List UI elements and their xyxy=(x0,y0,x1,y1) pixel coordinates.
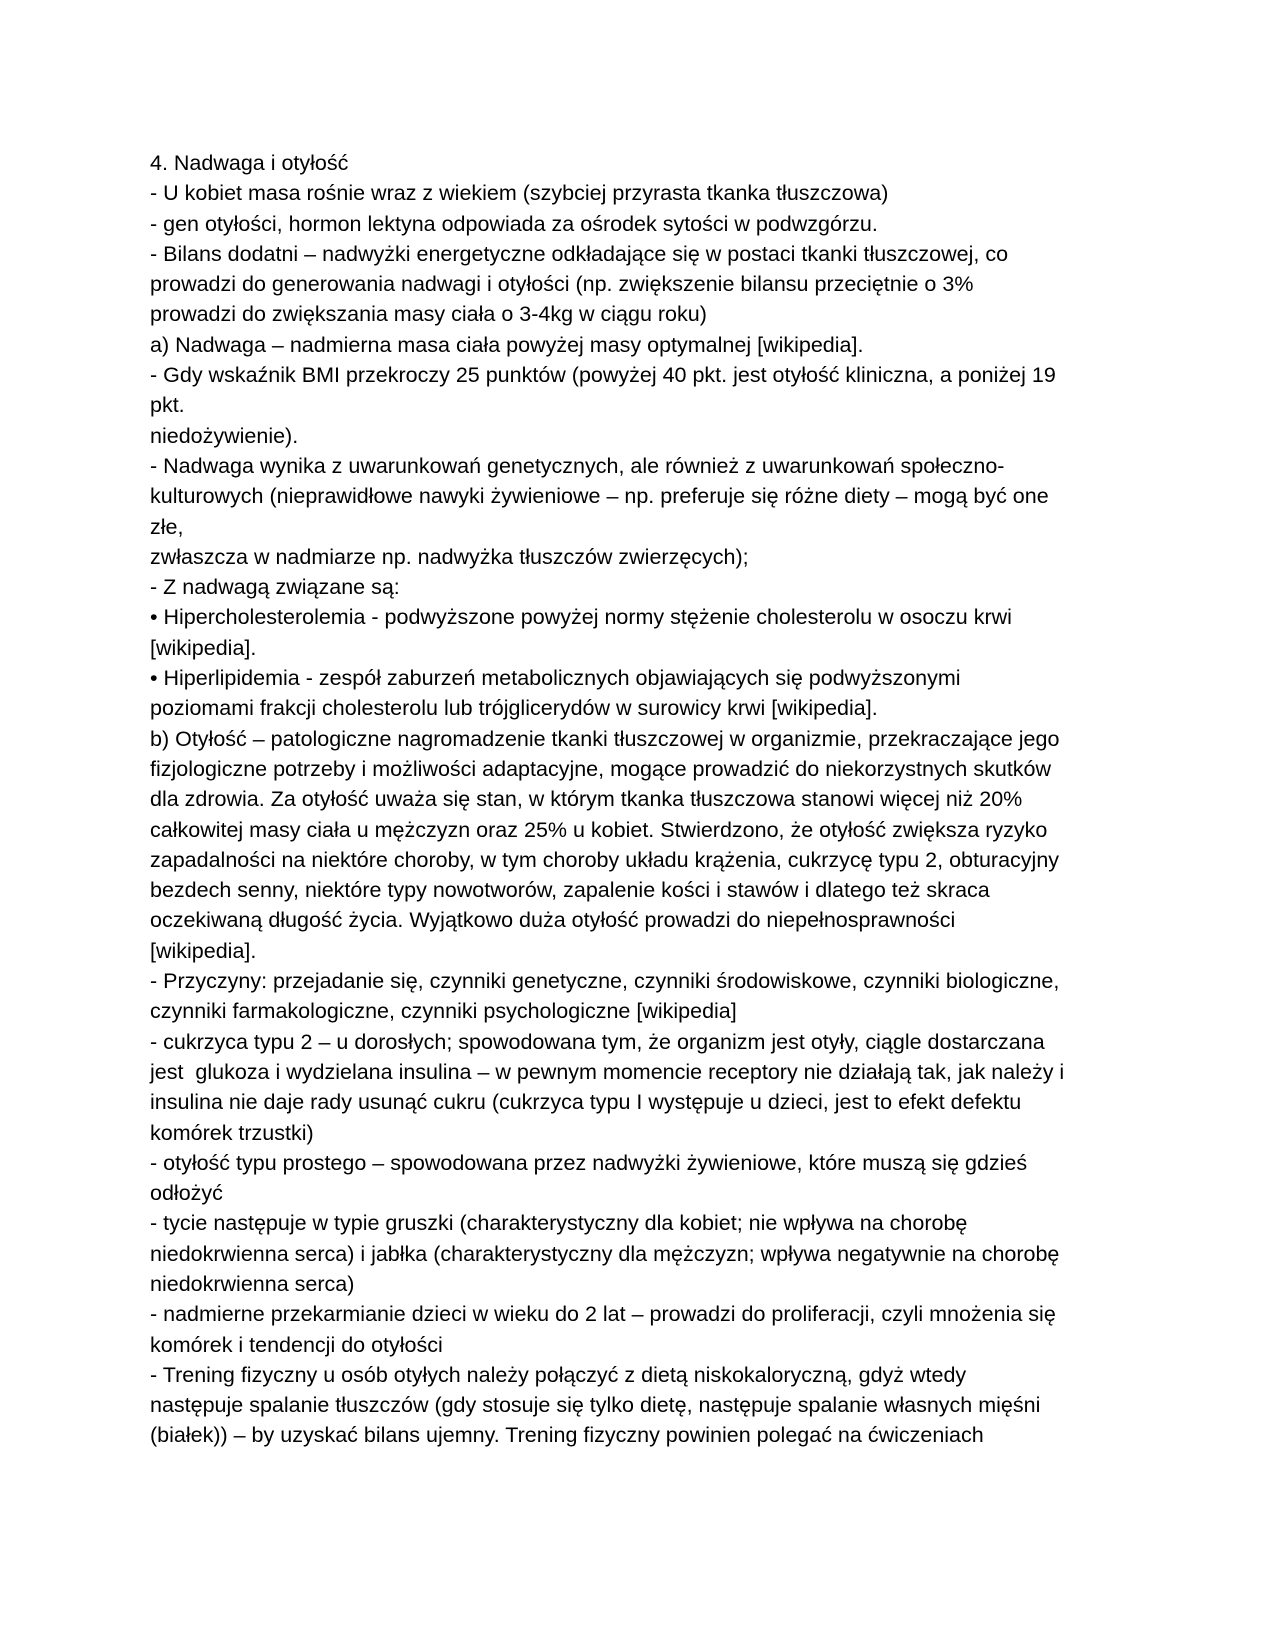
text-line: b) Otyłość – patologiczne nagromadzenie tkanki tłuszczowej w organizmie, przekraczające jego xyxy=(150,726,1060,751)
text-line: komórek trzustki) xyxy=(150,1120,314,1145)
text-line: - Bilans dodatni – nadwyżki energetyczne odkładające się w postaci tkanki tłuszczowej, co xyxy=(150,241,1009,266)
text-line: zapadalności na niektóre choroby, w tym choroby układu krążenia, cukrzycę typu 2, obturacyjny xyxy=(150,847,1060,872)
text-line: [wikipedia]. xyxy=(150,938,257,963)
text-line: - Nadwaga wynika z uwarunkowań genetycznych, ale również z uwarunkowań społeczno- xyxy=(150,453,1005,478)
text-line: komórek i tendencji do otyłości xyxy=(150,1332,443,1357)
text-line: czynniki farmakologiczne, czynniki psychologiczne [wikipedia] xyxy=(150,999,737,1024)
text-line: prowadzi do generowania nadwagi i otyłości (np. zwiększenie bilansu przeciętnie o 3% xyxy=(150,272,974,297)
text-line: bezdech senny, niektóre typy nowotworów, zapalenie kości i stawów i dlatego też skraca xyxy=(150,878,990,903)
text-line: insulina nie daje rady usunąć cukru (cukrzyca typu I występuje u dzieci, jest to efekt defektu xyxy=(150,1090,1022,1115)
document-body xyxy=(150,148,1135,1451)
text-line: - gen otyłości, hormon lektyna odpowiada za ośrodek sytości w podwzgórzu. xyxy=(150,211,878,236)
text-line: fizjologiczne potrzeby i możliwości adaptacyjne, mogące prowadzić do niekorzystnych skutków xyxy=(150,756,1052,781)
text-line: - Gdy wskaźnik BMI przekroczy 25 punktów (powyżej 40 pkt. jest otyłość kliniczna, a poniżej 19 xyxy=(150,363,1056,388)
text-line: zwłaszcza w nadmiarze np. nadwyżka tłuszczów zwierzęcych); xyxy=(150,544,749,569)
text-line: - tycie następuje w typie gruszki (charakterystyczny dla kobiet; nie wpływa na chorobę xyxy=(150,1211,968,1236)
text-line: [wikipedia]. xyxy=(150,635,257,660)
text-line: - otyłość typu prostego – spowodowana przez nadwyżki żywieniowe, które muszą się gdzieś xyxy=(150,1150,1028,1175)
text-line: (białek)) – by uzyskać bilans ujemny. Trening fizyczny powinien polegać na ćwiczeniach xyxy=(150,1423,984,1448)
text-line: niedożywienie). xyxy=(150,423,299,448)
text-line: kulturowych (nieprawidłowe nawyki żywieniowe – np. preferuje się różne diety – mogą być one xyxy=(150,484,1049,509)
text-line: oczekiwaną długość życia. Wyjątkowo duża otyłość prowadzi do niepełnosprawności xyxy=(150,908,956,933)
text-line: - Trening fizyczny u osób otyłych należy połączyć z dietą niskokaloryczną, gdyż wtedy xyxy=(150,1362,967,1387)
text-line: - Przyczyny: przejadanie się, czynniki genetyczne, czynniki środowiskowe, czynniki biologiczne, xyxy=(150,969,1060,994)
text-line: a) Nadwaga – nadmierna masa ciała powyżej masy optymalnej [wikipedia]. xyxy=(150,332,864,357)
bullet-line: • Hiperlipidemia - zespół zaburzeń metabolicznych objawiających się podwyższonymi xyxy=(150,666,961,691)
text-line: następuje spalanie tłuszczów (gdy stosuje się tylko dietę, następuje spalanie własnych mięśni xyxy=(150,1393,1041,1418)
text-line: - nadmierne przekarmianie dzieci w wieku do 2 lat – prowadzi do proliferacji, czyli mnożenia się xyxy=(150,1302,1056,1327)
text-line: poziomami frakcji cholesterolu lub trójglicerydów w surowicy krwi [wikipedia]. xyxy=(150,696,878,721)
text-line: całkowitej masy ciała u mężczyzn oraz 25% u kobiet. Stwierdzono, że otyłość zwiększa ryzyko xyxy=(150,817,1048,842)
section-heading: 4. Nadwaga i otyłość xyxy=(150,151,349,175)
text-line: niedokrwienna serca) i jabłka (charakterystyczny dla mężczyzn; wpływa negatywnie na chorobę xyxy=(150,1241,1060,1266)
text-line: - cukrzyca typu 2 – u dorosłych; spowodowana tym, że organizm jest otyły, ciągle dostarczana xyxy=(150,1029,1045,1054)
bullet-line: • Hipercholesterolemia - podwyższone powyżej normy stężenie cholesterolu w osoczu krwi xyxy=(150,605,1012,630)
text-line: - U kobiet masa rośnie wraz z wiekiem (szybciej przyrasta tkanka tłuszczowa) xyxy=(150,181,889,206)
text-line: złe, xyxy=(150,514,184,539)
text-line: - Z nadwagą związane są: xyxy=(150,575,400,600)
text-line: niedokrwienna serca) xyxy=(150,1271,355,1296)
text-line: dla zdrowia. Za otyłość uważa się stan, w którym tkanka tłuszczowa stanowi więcej niż 20% xyxy=(150,787,1023,812)
text-line: prowadzi do zwiększania masy ciała o 3-4kg w ciągu roku) xyxy=(150,302,707,327)
text-line: odłożyć xyxy=(150,1181,223,1206)
text-line: pkt. xyxy=(150,393,185,418)
text-line: jest glukoza i wydzielana insulina – w pewnym momencie receptory nie działają tak, jak należy i xyxy=(150,1059,1065,1084)
